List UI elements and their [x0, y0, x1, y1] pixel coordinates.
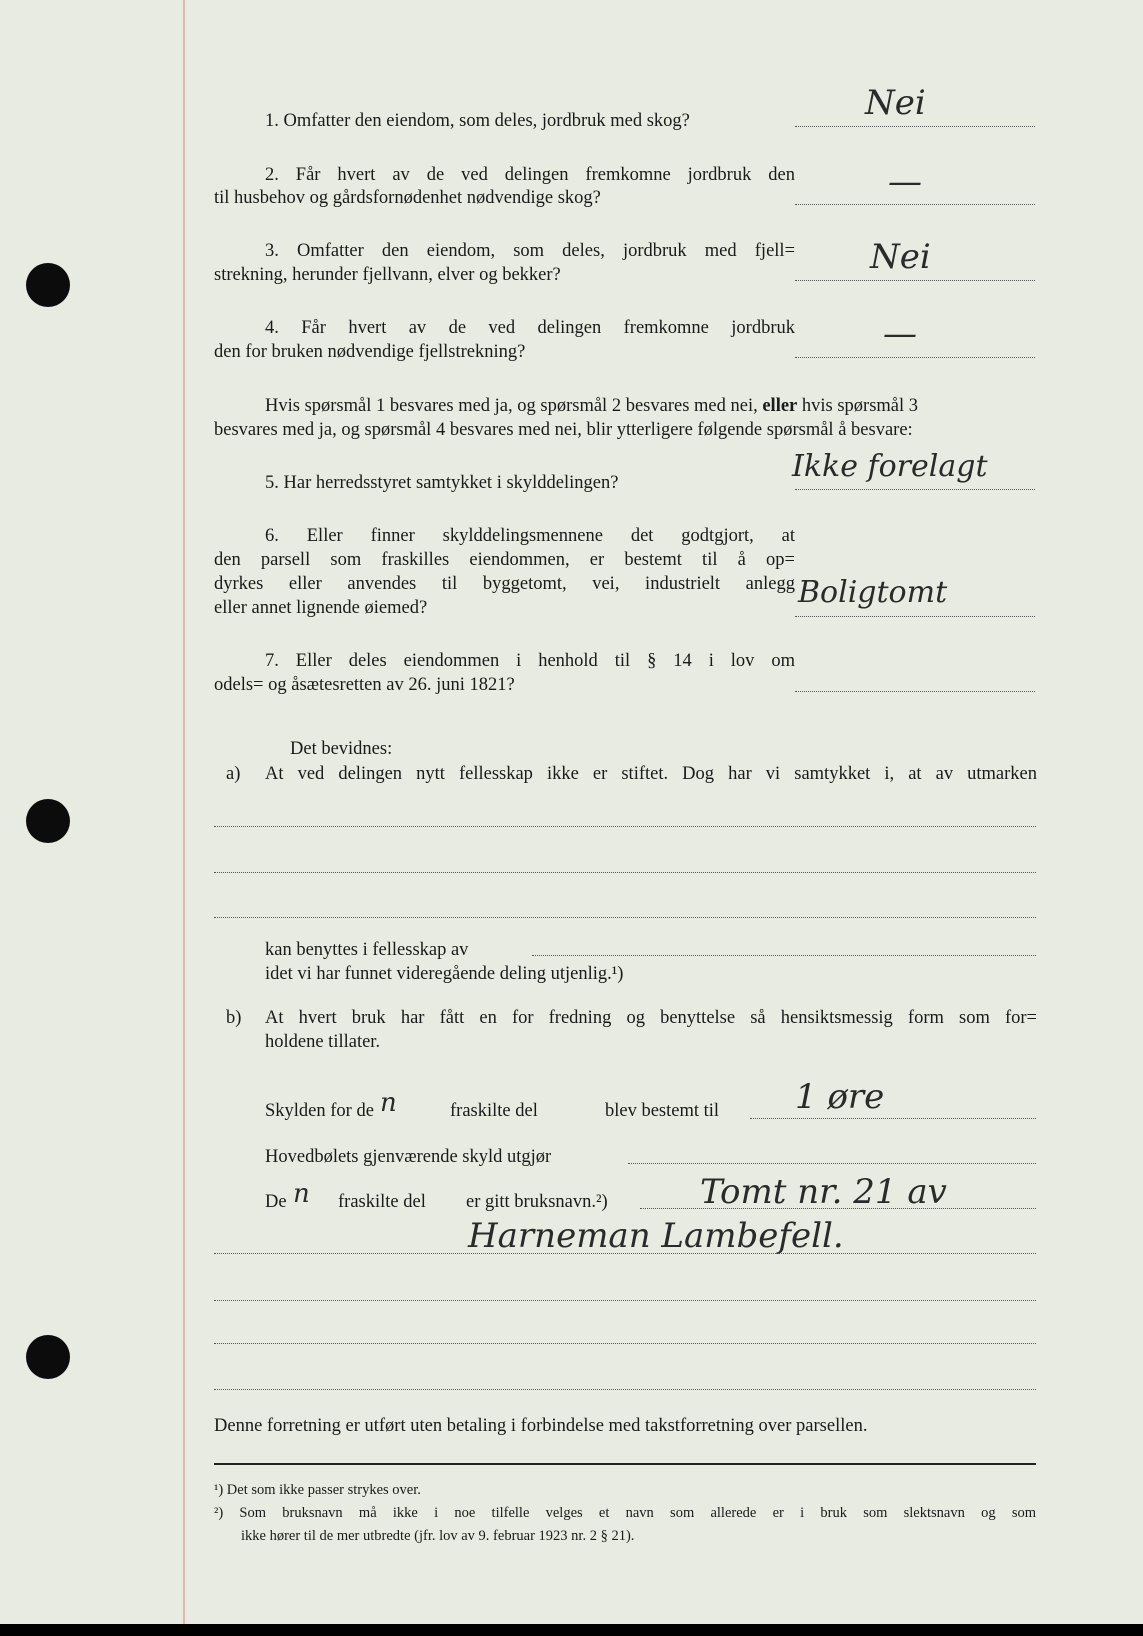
- certification-a-label: a): [226, 764, 241, 784]
- name-handwritten-suffix: n: [293, 1179, 310, 1209]
- name-value-line-2-text: Harneman Lambefell.: [468, 1216, 844, 1256]
- skyld-value-line: [750, 1118, 1036, 1119]
- answer-line-3: [795, 280, 1035, 281]
- punch-hole-bottom: [26, 1335, 70, 1379]
- closing-statement: Denne forretning er utført uten betaling i forbindelse med takstforretning over parsellen.: [214, 1416, 868, 1436]
- answer-4: —: [883, 314, 917, 354]
- skyld-handwritten-suffix: n: [380, 1088, 397, 1118]
- name-extra-line-3: [214, 1389, 1036, 1390]
- answer-line-2: [795, 204, 1035, 205]
- answer-line-6: [795, 616, 1035, 617]
- unnecessary-division-text: idet vi har funnet videregående deling utjenlig.¹): [265, 964, 624, 984]
- name-extra-line-2: [214, 1343, 1036, 1344]
- condition-line-1-start: Hvis spørsmål 1 besvares med ja, og spørsmål 2 besvares med nei,: [265, 396, 758, 416]
- condition-line-1-bold: eller: [762, 396, 798, 416]
- punch-hole-middle: [26, 799, 70, 843]
- skyld-suffix: blev bestemt til: [605, 1101, 720, 1121]
- answer-6: Boligtomt: [798, 575, 948, 610]
- answer-line-7: [795, 691, 1035, 692]
- certification-a-text: At ved delingen nytt fellesskap ikke er stiftet. Dog har vi samtykket i, at av utmarken: [265, 764, 1037, 784]
- question-6-line-2: den parsell som fraskilles eiendommen, er bestemt til å op=: [214, 550, 795, 570]
- name-extra-line-1: [214, 1300, 1036, 1301]
- certification-b-label: b): [226, 1008, 242, 1028]
- footnote-2-line-2: ikke hører til de mer utbredte (jfr. lov av 9. februar 1923 nr. 2 § 21).: [241, 1528, 635, 1544]
- question-1: 1. Omfatter den eiendom, som deles, jordbruk med skog?: [265, 111, 690, 131]
- certification-b-line-1: At hvert bruk har fått en for fredning og benyttelse så hensiktsmessig form som for=: [265, 1008, 1037, 1028]
- remaining-skyld-line: [628, 1163, 1036, 1164]
- condition-line-2: besvares med ja, og spørsmål 4 besvares med nei, blir ytterligere følgende spørsmål å besvare:: [214, 420, 913, 440]
- answer-line-1: [795, 126, 1035, 127]
- question-6-line-1: 6. Eller finner skylddelingsmennene det godtgjort, at: [265, 526, 795, 546]
- common-area-line-1: [214, 826, 1036, 827]
- question-3-line-2: strekning, herunder fjellvann, elver og bekker?: [214, 265, 561, 285]
- name-value-line-1-text: Tomt nr. 21 av: [700, 1172, 947, 1212]
- common-area-line-3: [214, 917, 1036, 918]
- answer-2: —: [888, 162, 922, 202]
- question-7-line-2: odels= og åsætesretten av 26. juni 1821?: [214, 675, 515, 695]
- question-7-line-1: 7. Eller deles eiendommen i henhold til § 14 i lov om: [265, 651, 795, 671]
- question-6-line-3: dyrkes eller anvendes til byggetomt, vei, industrielt anlegg: [214, 574, 795, 594]
- question-4-line-2: den for bruken nødvendige fjellstrekning?: [214, 342, 526, 362]
- name-fraskilte-del: fraskilte del: [338, 1192, 426, 1212]
- answer-3: Nei: [870, 237, 931, 277]
- skyld-prefix: Skylden for de: [265, 1101, 374, 1121]
- question-6-line-4: eller annet lignende øiemed?: [214, 598, 428, 618]
- condition-line-1: [265, 397, 918, 416]
- footnote-2-line-1: ²) Som bruksnavn må ikke i noe tilfelle velges et navn som allerede er i bruk som slektsnavn og som: [214, 1505, 1036, 1521]
- common-area-line-2: [214, 872, 1036, 873]
- common-use-line: [532, 955, 1036, 956]
- certification-heading: Det bevidnes:: [290, 739, 393, 759]
- question-5: 5. Har herredsstyret samtykket i skylddelingen?: [265, 473, 619, 493]
- question-4-line-1: 4. Får hvert av de ved delingen fremkomne jordbruk: [265, 318, 795, 338]
- footnote-divider: [214, 1463, 1036, 1465]
- answer-line-4: [795, 357, 1035, 358]
- question-2-line-1: 2. Får hvert av de ved delingen fremkomne jordbruk den: [265, 165, 795, 185]
- footnote-1: ¹) Det som ikke passer strykes over.: [214, 1482, 421, 1498]
- answer-5: Ikke forelagt: [792, 449, 988, 484]
- punch-hole-top: [26, 263, 70, 307]
- common-use-label: kan benyttes i fellesskap av: [265, 940, 469, 960]
- question-2-line-2: til husbehov og gårdsfornødenhet nødvendige skog?: [214, 188, 601, 208]
- skyld-fraskilte-del: fraskilte del: [450, 1101, 538, 1121]
- name-suffix: er gitt bruksnavn.²): [466, 1192, 608, 1212]
- answer-1: Nei: [865, 83, 926, 123]
- answer-line-5: [795, 489, 1035, 490]
- remaining-skyld-label: Hovedbølets gjenværende skyld utgjør: [265, 1147, 552, 1167]
- certification-b-line-2: holdene tillater.: [265, 1032, 381, 1052]
- name-prefix: De: [265, 1192, 287, 1212]
- condition-line-1-end: hvis spørsmål 3: [801, 396, 919, 416]
- question-3-line-1: 3. Omfatter den eiendom, som deles, jordbruk med fjell=: [265, 241, 795, 261]
- margin-line: [183, 0, 185, 1624]
- skyld-value: 1 øre: [795, 1077, 885, 1117]
